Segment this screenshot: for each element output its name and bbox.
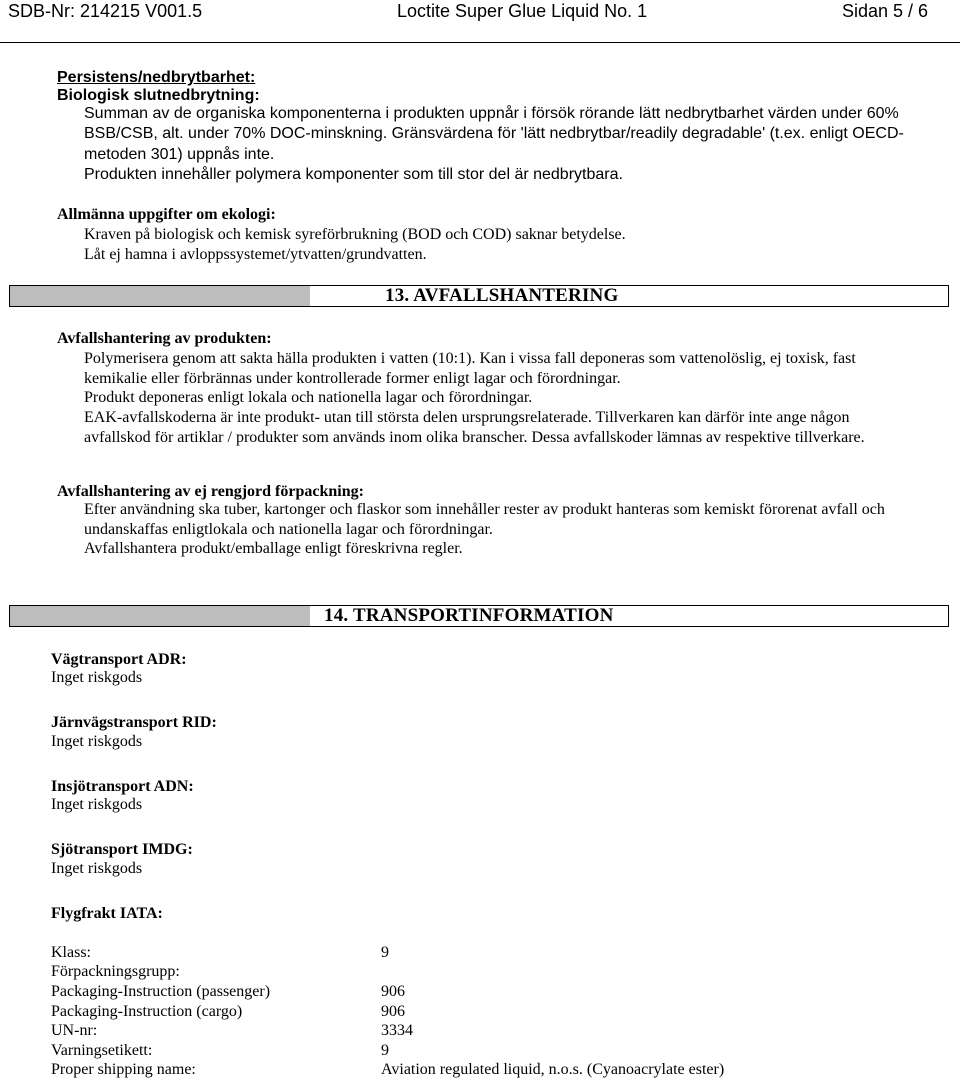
waste-product-line: kemikalie eller förbrännas under kontrollerade former enligt lagar och förordningar. [84, 370, 621, 387]
waste-product-heading: Avfallshantering av produkten: [57, 330, 272, 347]
ecology-text-line: Kraven på biologisk och kemisk syreförbrukning (BOD och COD) saknar betydelse. [84, 226, 626, 243]
section-14-title: 14. TRANSPORTINFORMATION [324, 605, 614, 626]
ecology-heading: Allmänna uppgifter om ekologi: [57, 206, 276, 223]
rail-transport-heading: Järnvägstransport RID: [51, 714, 217, 731]
persistence-text-line: Produkten innehåller polymera komponenter som till stor del är nedbrytbara. [84, 166, 623, 183]
biodegradation-subheading: Biologisk slutnedbrytning: [57, 87, 260, 104]
air-row-value: 906 [381, 983, 405, 1000]
section-13-title: 13. AVFALLSHANTERING [385, 285, 619, 306]
inland-waterway-value: Inget riskgods [51, 796, 143, 813]
air-row-label: Packaging-Instruction (passenger) [51, 983, 271, 1000]
waste-packaging-line: Avfallshantera produkt/emballage enligt föreskrivna regler. [84, 540, 463, 557]
air-row-value: Aviation regulated liquid, n.o.s. (Cyanoacrylate ester) [381, 1061, 725, 1078]
sea-transport-value: Inget riskgods [51, 860, 143, 877]
persistence-text-line: metoden 301) uppnås inte. [84, 146, 275, 163]
waste-packaging-heading: Avfallshantering av ej rengjord förpackning: [57, 483, 364, 500]
air-row-label: Proper shipping name: [51, 1061, 196, 1078]
road-transport-heading: Vägtransport ADR: [51, 651, 187, 668]
waste-packaging-line: Efter användning ska tuber, kartonger och flaskor som innehåller rester av produkt hanteras som kemiskt förorenat avfall och [84, 501, 885, 518]
air-transport-heading: Flygfrakt IATA: [51, 905, 163, 922]
air-row-value: 3334 [381, 1022, 413, 1039]
waste-packaging-line: undanskaffas enligtlokala och nationella lagar och förordningar. [84, 521, 493, 538]
air-row-label: Varningsetikett: [51, 1042, 153, 1059]
page-number: Sidan 5 / 6 [841, 1, 928, 21]
product-name: Loctite Super Glue Liquid No. 1 [397, 1, 648, 21]
air-row-value: 9 [381, 1042, 389, 1059]
document-number: SDB-Nr: 214215 V001.5 [8, 1, 203, 21]
waste-product-line: Produkt deponeras enligt lokala och nationella lagar och förordningar. [84, 389, 533, 406]
persistence-heading: Persistens/nedbrytbarhet: [57, 69, 256, 86]
air-row-label: Packaging-Instruction (cargo) [51, 1003, 243, 1020]
waste-product-line: EAK-avfallskoderna är inte produkt- utan till största delen ursprungsrelaterade. Tillverkaren kan därför inte ange någon [84, 409, 850, 426]
page-header [0, 0, 960, 43]
road-transport-value: Inget riskgods [51, 669, 143, 686]
air-row-value: 906 [381, 1003, 405, 1020]
air-row-label: Klass: [51, 944, 91, 961]
air-row-label: UN-nr: [51, 1022, 98, 1039]
air-row-label: Förpackningsgrupp: [51, 963, 180, 980]
rail-transport-value: Inget riskgods [51, 733, 143, 750]
air-row-value: 9 [381, 944, 389, 961]
section-bar-shade [10, 606, 310, 626]
waste-product-line: avfallskod för artiklar / produkter som används inom olika branscher. Dessa avfallskoder lämnas av respektive tillverkare. [84, 429, 865, 446]
persistence-text-line: Summan av de organiska komponenterna i produkten uppnår i försök rörande lätt nedbrytbarhet värden under 60% [84, 105, 899, 122]
waste-product-line: Polymerisera genom att sakta hälla produkten i vatten (10:1). Kan i vissa fall deponeras som vattenolöslig, ej toxisk, fast [84, 350, 856, 367]
inland-waterway-heading: Insjötransport ADN: [51, 778, 194, 795]
section-bar-shade [10, 286, 310, 306]
sea-transport-heading: Sjötransport IMDG: [51, 841, 193, 858]
persistence-text-line: BSB/CSB, alt. under 70% DOC-minskning. Gränsvärdena för 'lätt nedbrytbar/readily degradable' (t.ex. enligt OECD- [84, 125, 904, 142]
ecology-text-line: Låt ej hamna i avloppssystemet/ytvatten/grundvatten. [84, 246, 427, 263]
